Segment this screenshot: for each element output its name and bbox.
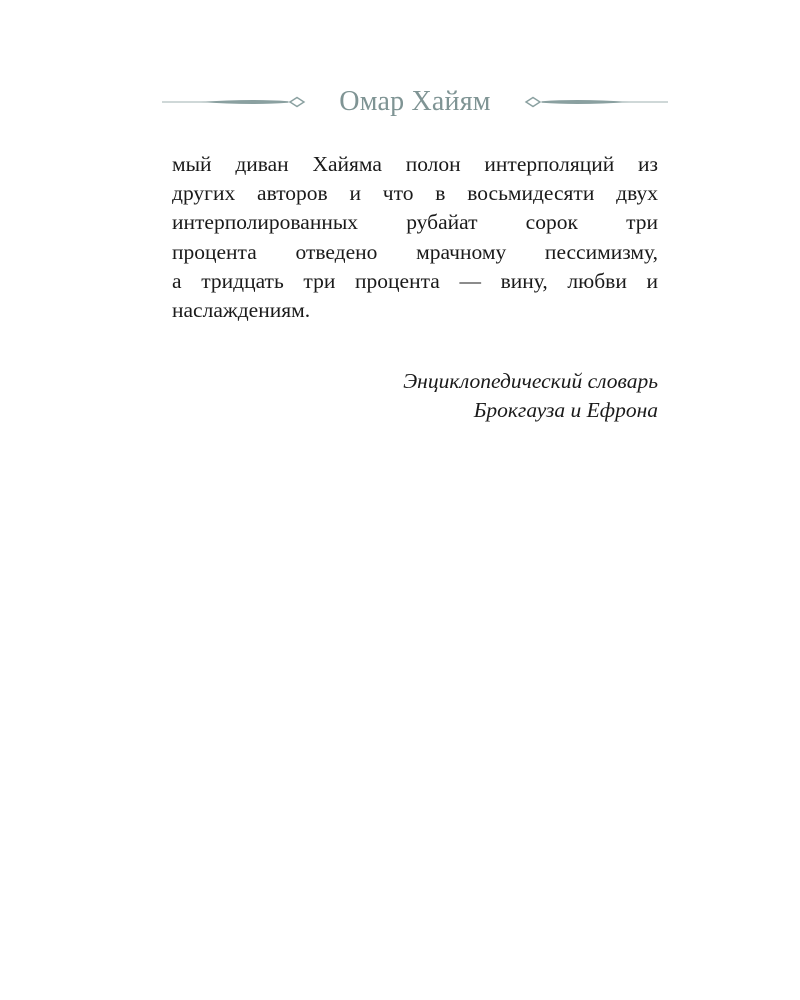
body-line: мый диван Хайяма полон интерполяций из [172, 152, 658, 176]
body-paragraph [172, 150, 658, 325]
body-line: процента отведено мрачному пессимизму, [172, 239, 658, 264]
attribution [172, 367, 658, 425]
body-line: интерполированных рубайат сорок три [172, 210, 658, 235]
running-head-title: Омар Хайям [339, 86, 491, 117]
running-head [160, 84, 670, 120]
attribution-line: Энциклопедический словарь [403, 369, 658, 393]
body-line: а тридцать три процента — вину, любви и [172, 268, 658, 293]
attribution-line: Брокгауза и Ефрона [473, 398, 658, 422]
body-line: других авторов и что в восьмидесяти двух [172, 181, 658, 206]
body-line: наслаждениям. [172, 297, 311, 322]
